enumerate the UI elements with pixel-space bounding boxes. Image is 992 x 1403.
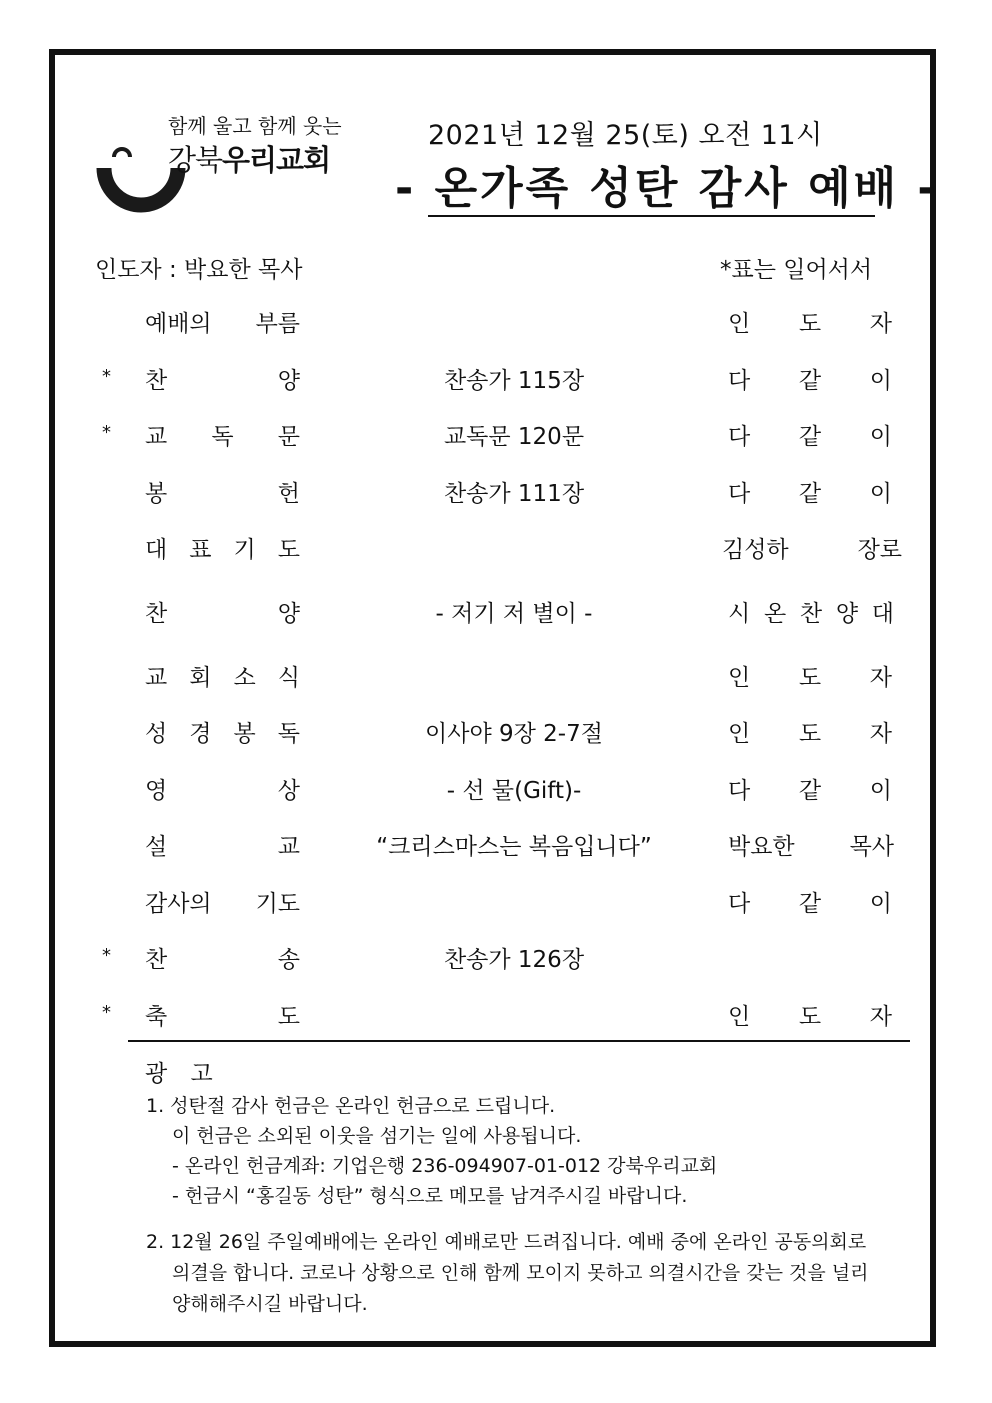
service-title: - 온가족 성탄 감사 예배 -: [395, 163, 939, 214]
leader-info: 인도자 : 박요한 목사: [95, 257, 303, 283]
order-role: 다 같 이: [728, 891, 892, 917]
order-item: - 저기 저 별이 -: [435, 601, 593, 627]
order-row: [0, 305, 992, 337]
order-row: [0, 659, 992, 691]
order-row: [0, 715, 992, 747]
order-item: 찬송가 111장: [443, 481, 585, 507]
order-role: 인 도 자: [728, 311, 892, 337]
church-name-suffix: 우리교회: [222, 143, 331, 177]
notice-line: 1. 성탄절 감사 헌금은 온라인 헌금으로 드립니다.: [146, 1095, 556, 1117]
standing-mark: *: [102, 366, 111, 387]
order-role: 다 같 이: [728, 424, 892, 450]
notice-line: 의결을 합니다. 코로나 상황으로 인해 함께 모이지 못하고 의결시간을 갖는 것을 널리: [172, 1262, 869, 1284]
service-date: 2021년 12월 25(토) 오전 11시: [428, 120, 823, 151]
notice-line: 양해해주시길 바랍니다.: [172, 1293, 368, 1315]
order-row: [0, 595, 992, 627]
order-name: 교 독 문: [145, 424, 300, 450]
order-role: 다 같 이: [728, 368, 892, 394]
order-role: 인 도 자: [728, 721, 892, 747]
order-role: 인 도 자: [728, 1004, 892, 1030]
church-name: [168, 138, 330, 179]
notice-line: - 헌금시 “홍길동 성탄” 형식으로 메모를 남겨주시길 바랍니다.: [172, 1185, 688, 1207]
order-item: 찬송가 126장: [443, 947, 585, 973]
notice-line: 이 헌금은 소외된 이웃을 섬기는 일에 사용됩니다.: [172, 1125, 582, 1147]
order-row: [0, 362, 992, 394]
order-row: [0, 828, 992, 860]
order-role: 인 도 자: [728, 665, 892, 691]
notice-line: 2. 12월 26일 주일예배에는 온라인 예배로만 드려집니다. 예배 중에 온라인 공동의회로: [146, 1231, 867, 1253]
order-row: [0, 772, 992, 804]
order-name: 감사의 기도: [145, 891, 300, 917]
section-divider: [128, 1040, 910, 1042]
order-name: 설 교: [145, 834, 300, 860]
order-name: 교 회 소 식: [145, 665, 300, 691]
order-row: [0, 418, 992, 450]
order-name: 대 표 기 도: [145, 537, 300, 563]
order-role: 김성하 장로: [722, 537, 902, 563]
church-tagline: 함께 울고 함께 웃는: [168, 114, 342, 138]
order-name: 찬 양: [145, 601, 300, 627]
order-row: [0, 998, 992, 1030]
standing-mark: *: [102, 422, 111, 443]
order-item: “크리스마스는 복음입니다”: [376, 834, 652, 860]
order-name: 축 도: [145, 1004, 300, 1030]
order-role: 다 같 이: [728, 481, 892, 507]
order-name: 성 경 봉 독: [145, 721, 300, 747]
order-name: 찬 양: [145, 368, 300, 394]
notices-heading: 광 고: [145, 1061, 221, 1087]
order-name: 예배의 부름: [145, 311, 300, 337]
standing-note: *표는 일어서서: [720, 257, 873, 283]
order-item: 교독문 120문: [443, 424, 585, 450]
order-item: - 선 물(Gift)-: [446, 778, 582, 804]
order-item: 이사야 9장 2-7절: [425, 721, 603, 747]
order-row: [0, 941, 992, 973]
order-name: 영 상: [145, 778, 300, 804]
order-row: [0, 885, 992, 917]
notice-line: - 온라인 헌금계좌: 기업은행 236-094907-01-012 강북우리교회: [172, 1155, 718, 1177]
order-row: [0, 531, 992, 563]
order-role: 다 같 이: [728, 778, 892, 804]
title-underline: [428, 215, 875, 217]
order-role: 시 온 찬 양 대: [728, 601, 894, 627]
standing-mark: *: [102, 1002, 111, 1023]
standing-mark: *: [102, 945, 111, 966]
order-role: 박요한 목사: [728, 834, 894, 860]
order-row: [0, 475, 992, 507]
order-name: 봉 헌: [145, 481, 300, 507]
order-item: 찬송가 115장: [443, 368, 585, 394]
church-name-prefix: 강북: [168, 143, 223, 177]
order-name: 찬 송: [145, 947, 300, 973]
